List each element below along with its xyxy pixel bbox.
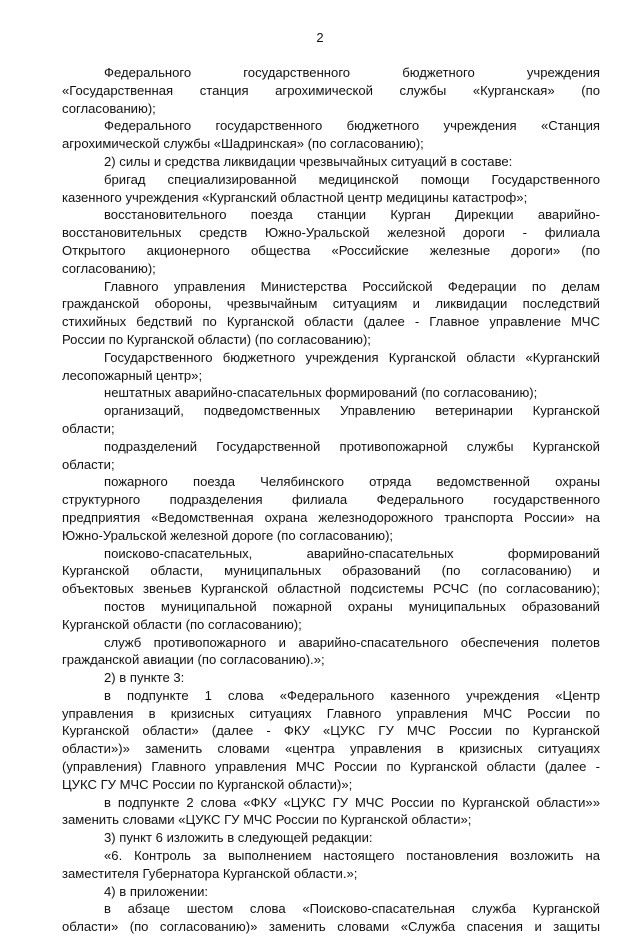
page-number: 2 — [316, 30, 324, 45]
text-line: управления в кризисных ситуациях Главного управления МЧС России по — [62, 705, 600, 721]
text-line: гражданской обороны, чрезвычайным ситуациям и ликвидации последствий — [62, 296, 600, 312]
text-line: предприятия «Ведомственная охрана железнодорожного транспорта России» на — [62, 509, 600, 525]
text-line: в подпункте 2 слова «ФКУ «ЦУКС ГУ МЧС России по Курганской области»» — [104, 794, 600, 810]
text-line: 2) силы и средства ликвидации чрезвычайных ситуаций в составе: — [104, 153, 513, 169]
text-line: заменить словами «ЦУКС ГУ МЧС России по Курганской области»; — [62, 812, 472, 828]
text-line: области; — [62, 456, 115, 472]
text-line: в абзаце шестом слова «Поисково-спасательная служба Курганской — [104, 901, 600, 917]
text-line: согласованию); — [62, 260, 156, 276]
text-line: служб противопожарного и аварийно-спасательного обеспечения полетов — [104, 634, 600, 650]
text-line: агрохимической службы «Шадринская» (по согласованию); — [62, 136, 424, 152]
text-line: пожарного поезда Челябинского отряда ведомственной охраны — [104, 474, 600, 490]
text-line: 3) пункт 6 изложить в следующей редакции: — [104, 830, 373, 846]
text-line: Государственного бюджетного учреждения Курганской области «Курганский — [104, 349, 600, 365]
text-line: «Государственная станция агрохимической службы «Курганская» (по — [62, 82, 600, 98]
text-line: структурного подразделения филиала Федерального государственного — [62, 492, 600, 508]
text-line: России по Курганской области) (по согласованию); — [62, 331, 371, 347]
text-line: казенного учреждения «Курганский областной центр медицины катастроф»; — [62, 189, 528, 205]
text-line: Южно-Уральской железной дороге (по согласованию); — [62, 527, 394, 543]
text-line: области; — [62, 420, 115, 436]
text-line: объектовых звеньев Курганской областной подсистемы РСЧС (по согласованию); — [62, 581, 600, 597]
text-line: согласованию); — [62, 100, 156, 116]
text-line: Федерального государственного бюджетного учреждения — [104, 65, 600, 80]
text-line: 2) в пункте 3: — [104, 670, 185, 686]
text-line: организаций, подведомственных Управлению ветеринарии Курганской — [104, 403, 600, 419]
text-line: поисково-спасательных, аварийно-спасательных формирований — [104, 545, 600, 561]
text-line: подразделений Государственной противопожарной службы Курганской — [104, 438, 600, 454]
text-line: «6. Контроль за выполнением настоящего постановления возложить на — [104, 848, 600, 864]
text-line: нештатных аварийно-спасательных формирований (по согласованию); — [104, 385, 538, 401]
text-line: области»)» заменить словами «центра управления в кризисных ситуациях — [62, 741, 600, 757]
text-line: стихийных бедствий по Курганской области (далее - Главное управление МЧС — [62, 314, 600, 330]
text-line: ЦУКС ГУ МЧС России по Курганской области)»; — [62, 776, 353, 792]
text-line: Федерального государственного бюджетного учреждения «Станция — [104, 118, 600, 134]
document-body — [62, 64, 600, 936]
text-line: Курганской области» (далее - ФКУ «ЦУКС ГУ МЧС России по Курганской — [62, 723, 600, 739]
text-line: Курганской области (по согласованию); — [62, 616, 302, 632]
text-line: лесопожарный центр»; — [62, 367, 203, 383]
text-line: Главного управления Министерства Российской Федерации по делам — [104, 278, 600, 294]
text-line: постов муниципальной пожарной охраны муниципальных образований — [104, 598, 600, 614]
text-line: Курганской области, муниципальных образований (по согласованию) и — [62, 563, 600, 579]
text-line: Открытого акционерного общества «Российские железные дороги» (по — [62, 242, 600, 258]
text-line: восстановительных средств Южно-Уральской железной дороги - филиала — [62, 225, 600, 241]
text-line: заместителя Губернатора Курганской области.»; — [62, 865, 358, 881]
text-line: 4) в приложении: — [104, 883, 209, 899]
text-line: восстановительного поезда станции Курган Дирекции аварийно- — [104, 207, 600, 223]
text-line: бригад специализированной медицинской помощи Государственного — [104, 171, 600, 187]
text-line: гражданской авиации (по согласованию).»; — [62, 652, 325, 668]
text-line: области» (по согласованию)» заменить словами «Служба спасения и защиты — [62, 919, 600, 935]
text-line: (управления) Главного управления МЧС России по Курганской области (далее - — [62, 759, 600, 775]
text-line: в подпункте 1 слова «Федерального казенного учреждения «Центр — [104, 687, 600, 703]
